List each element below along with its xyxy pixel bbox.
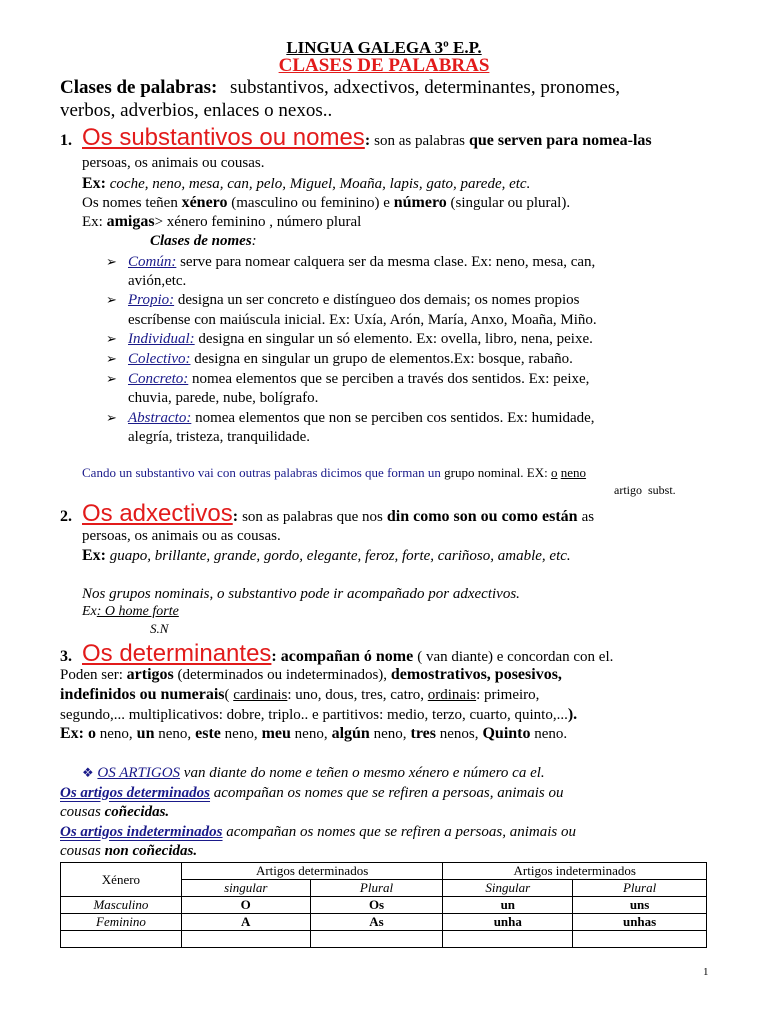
grupo-nominal-note	[82, 465, 586, 481]
l2-b: artigos	[126, 666, 174, 683]
header-xenero: Xénero	[61, 863, 182, 897]
note-text-b: grupo nominal. EX:	[444, 465, 548, 480]
ex-det-noun: neno.	[530, 726, 568, 742]
table-cell-empty	[310, 931, 443, 948]
arrow-right-icon: ➢	[106, 351, 117, 366]
l3-ordinais: ordinais	[427, 687, 477, 703]
l4-end: ).	[567, 706, 578, 723]
section-1-example	[82, 175, 530, 193]
intro-label: Clases de palabras:	[60, 77, 218, 98]
ex-det-bold: algún	[327, 725, 370, 742]
artigos-indeterminados-2	[60, 843, 197, 860]
section-1-def-line-2: persoas, os animais ou cousas.	[82, 155, 265, 171]
subheader-cell: Plural	[573, 880, 707, 897]
l3-b: (	[224, 687, 230, 703]
subheader-cell: Singular	[443, 880, 573, 897]
term-propio: Propio:	[128, 292, 175, 308]
classes-label-colon: :	[251, 233, 257, 249]
arrow-right-icon: ➢	[106, 371, 117, 386]
section-1-heading	[60, 124, 652, 152]
section-2-def-b: din como son ou como están	[386, 508, 578, 525]
section-1-title: Os substantivos ou nomes	[82, 124, 365, 151]
list-item-propio	[106, 292, 579, 309]
item-text: designa en singular un só elemento. Ex: ovella, libro, nena, peixe.	[198, 331, 593, 347]
section-2-ex-label: Ex:	[82, 547, 106, 564]
term-individual: Individual:	[128, 331, 195, 347]
artigos-determinados-2	[60, 804, 169, 821]
section-3-title: Os determinantes	[82, 640, 272, 667]
section-2-number: 2.	[60, 508, 72, 525]
artigos-table	[60, 862, 707, 948]
arrow-right-icon: ➢	[106, 331, 117, 346]
ex2-word: amigas	[106, 213, 155, 230]
list-item-colectivo	[106, 351, 573, 368]
section-2-heading	[60, 500, 594, 528]
section-2-def-c: as	[581, 509, 595, 525]
table-cell: unhas	[573, 914, 707, 931]
intro-line-1	[60, 77, 620, 99]
header-indeterminados: Artigos indeterminados	[443, 863, 707, 880]
section-2-note: Nos grupos nominais, o substantivo pode ir acompañado por adxectivos.	[82, 586, 520, 602]
section-2-colon: :	[232, 508, 239, 525]
item-text-cont: avión,etc.	[128, 273, 187, 289]
arrow-right-icon: ➢	[106, 292, 117, 307]
intro-text-2: verbos, adverbios, enlaces o nexos..	[60, 100, 333, 121]
ex2-label: Ex:	[82, 214, 103, 230]
item-text: designa en singular un grupo de elementos.Ex: bosque, rabaño.	[194, 351, 573, 367]
l3-cardinais: cardinais	[233, 687, 288, 703]
note-neno: neno	[560, 465, 587, 480]
table-empty-row	[61, 931, 707, 948]
l4-text: segundo,... multiplicativos: dobre, triplo.. e partitivos: medio, terzo, cuarto, quinto,...	[60, 707, 568, 723]
table-cell: un	[443, 897, 573, 914]
ex2-text: > xénero feminino , número plural	[154, 214, 362, 230]
section-3-colon: :	[271, 648, 277, 665]
page-number: 1	[703, 966, 709, 978]
section-2-example-2	[82, 604, 179, 620]
l2-d: demostrativos, posesivos,	[390, 666, 562, 683]
page-title: CLASES DE PALABRAS	[278, 55, 490, 76]
arrow-right-icon: ➢	[106, 410, 117, 425]
ex-det-noun: nenos,	[435, 726, 479, 742]
term-concreto: Concreto:	[128, 371, 189, 387]
table-cell-empty	[181, 931, 310, 948]
section-1-gender-line	[82, 194, 570, 212]
diamond-bullet-icon: ❖	[82, 765, 94, 780]
item-text-cont: escríbense con maiúscula inicial. Ex: Uxía, Arón, María, Anxo, Moaña, Miño.	[128, 312, 597, 328]
section-1-ex-text: coche, neno, mesa, can, pelo, Miguel, Moaña, lapis, gato, parede, etc.	[109, 176, 531, 192]
header-determinados: Artigos determinados	[181, 863, 443, 880]
subheader-cell: singular	[181, 880, 310, 897]
list-item-concreto	[106, 371, 589, 388]
table-cell: Os	[310, 897, 443, 914]
number-term: número	[393, 194, 447, 211]
section-1-colon: :	[364, 132, 371, 149]
ind-line2-a: cousas	[60, 843, 101, 859]
table-cell: A	[181, 914, 310, 931]
artigos-indeterminados	[60, 824, 576, 841]
l2-a: Poden ser:	[60, 667, 123, 683]
gender-text-c: (masculino ou feminino) e	[231, 195, 390, 211]
table-row	[61, 897, 707, 914]
ex-det-bold: este	[191, 725, 221, 742]
row-xenero: Feminino	[61, 914, 182, 931]
gender-term: xénero	[181, 194, 228, 211]
table-cell-empty	[61, 931, 182, 948]
ind-line2-b: non coñecidas.	[104, 843, 198, 859]
section-3-number: 3.	[60, 648, 72, 665]
artigos-title: OS ARTIGOS	[97, 765, 181, 781]
artigos-det-label: Os artigos determinados	[60, 785, 211, 801]
sn-label: S.N	[150, 621, 169, 636]
artigos-determinados	[60, 785, 563, 802]
item-text: nomea elementos que non se perciben cos sentidos. Ex: humidade,	[195, 410, 595, 426]
l2-c: (determinados ou indeterminados),	[177, 667, 388, 683]
section-2-title: Os adxectivos	[82, 500, 233, 527]
table-row	[61, 914, 707, 931]
section-3-line-3	[60, 686, 539, 704]
artigos-ind-text: acompañan os nomes que se refiren a persoas, animais ou	[226, 824, 576, 840]
section-3-def-a: acompañan ó nome	[280, 648, 414, 665]
section-2-ex-text: guapo, brillante, grande, gordo, elegante, feroz, forte, cariñoso, amable, etc.	[109, 548, 571, 564]
ex-det-noun: neno,	[96, 726, 133, 742]
artigos-ind-label: Os artigos indeterminados	[60, 824, 223, 840]
gender-text-e: (singular ou plural).	[450, 195, 571, 211]
table-cell-empty	[573, 931, 707, 948]
section-1-def-a: son as palabras	[374, 133, 465, 149]
ex-det-bold: Ex: o	[60, 725, 96, 742]
label-artigo: artigo	[614, 483, 642, 497]
intro-text-1: substantivos, adxectivos, determinantes, pronomes,	[230, 77, 621, 98]
grupo-nominal-labels	[614, 483, 676, 498]
section-2-def-a: son as palabras que nos	[242, 509, 383, 525]
classes-label	[150, 233, 257, 250]
row-xenero: Masculino	[61, 897, 182, 914]
table-header-row	[61, 863, 707, 880]
det-line2-b: coñecidas.	[104, 804, 170, 820]
section-1-def-b: que serven para nomea-las	[468, 132, 652, 149]
section-3-examples	[60, 725, 567, 743]
artigos-title-rest: van diante do nome e teñen o mesmo xénero e número ca el.	[183, 765, 545, 781]
ex-det-noun: neno,	[369, 726, 407, 742]
label-subst: subst.	[648, 483, 676, 497]
gender-text-a: Os nomes teñen	[82, 195, 178, 211]
item-text: designa un ser concreto e distíngueo dos demais; os nomes propios	[177, 292, 580, 308]
ex-det-bold: Quinto	[478, 725, 531, 742]
table-cell-empty	[443, 931, 573, 948]
section-1-ex-label: Ex:	[82, 175, 106, 192]
subheader-cell: Plural	[310, 880, 443, 897]
term-comun: Común:	[128, 254, 177, 270]
artigos-heading	[82, 765, 545, 782]
section-1-example-2	[82, 213, 361, 231]
note-o: o	[551, 465, 558, 480]
term-colectivo: Colectivo:	[128, 351, 191, 367]
ex-det-bold: un	[132, 725, 155, 742]
ex-det-noun: neno,	[290, 726, 328, 742]
ex-det-noun: neno,	[220, 726, 258, 742]
det-line2-a: cousas	[60, 804, 101, 820]
l3-a: indefinidos ou numerais	[60, 686, 225, 703]
table-cell: As	[310, 914, 443, 931]
arrow-right-icon: ➢	[106, 254, 117, 269]
table-cell: uns	[573, 897, 707, 914]
section-3-line-2	[60, 666, 562, 684]
section-3-heading	[60, 640, 613, 668]
item-text: serve para nomear calquera ser da mesma clase. Ex: neno, mesa, can,	[180, 254, 596, 270]
table-cell: unha	[443, 914, 573, 931]
list-item-individual	[106, 331, 593, 348]
item-text-cont: chuvia, parede, nube, bolígrafo.	[128, 390, 319, 406]
section-3-line-4	[60, 706, 577, 724]
classes-label-text: Clases de nomes	[150, 233, 252, 249]
item-text-cont: alegría, tristeza, tranquilidade.	[128, 429, 310, 445]
item-text: nomea elementos que se perciben a través dos sentidos. Ex: peixe,	[192, 371, 590, 387]
l3-f: : primeiro,	[476, 687, 540, 703]
note-text-a: Cando un substantivo vai con outras palabras dicimos que forman un	[82, 465, 441, 480]
ex-det-bold: tres	[406, 725, 436, 742]
section-2-example	[82, 547, 571, 565]
artigos-det-text: acompañan os nomes que se refiren a persoas, animais ou	[213, 785, 564, 801]
section-1-number: 1.	[60, 132, 72, 149]
table-cell: O	[181, 897, 310, 914]
term-abstracto: Abstracto:	[128, 410, 192, 426]
list-item-abstracto	[106, 410, 595, 427]
ex2-text: : O home forte	[96, 604, 179, 619]
section-2-def-line-2: persoas, os animais ou as cousas.	[82, 528, 281, 544]
course-title: LINGUA GALEGA 3º E.P.	[286, 38, 482, 57]
section-3-def-b: ( van diante) e concordan con el.	[417, 649, 614, 665]
ex-det-bold: meu	[257, 725, 291, 742]
ex2-label: Ex	[82, 604, 97, 619]
l3-d: : uno, dous, tres, catro,	[287, 687, 425, 703]
list-item-comun	[106, 254, 595, 271]
ex-det-noun: neno,	[154, 726, 192, 742]
